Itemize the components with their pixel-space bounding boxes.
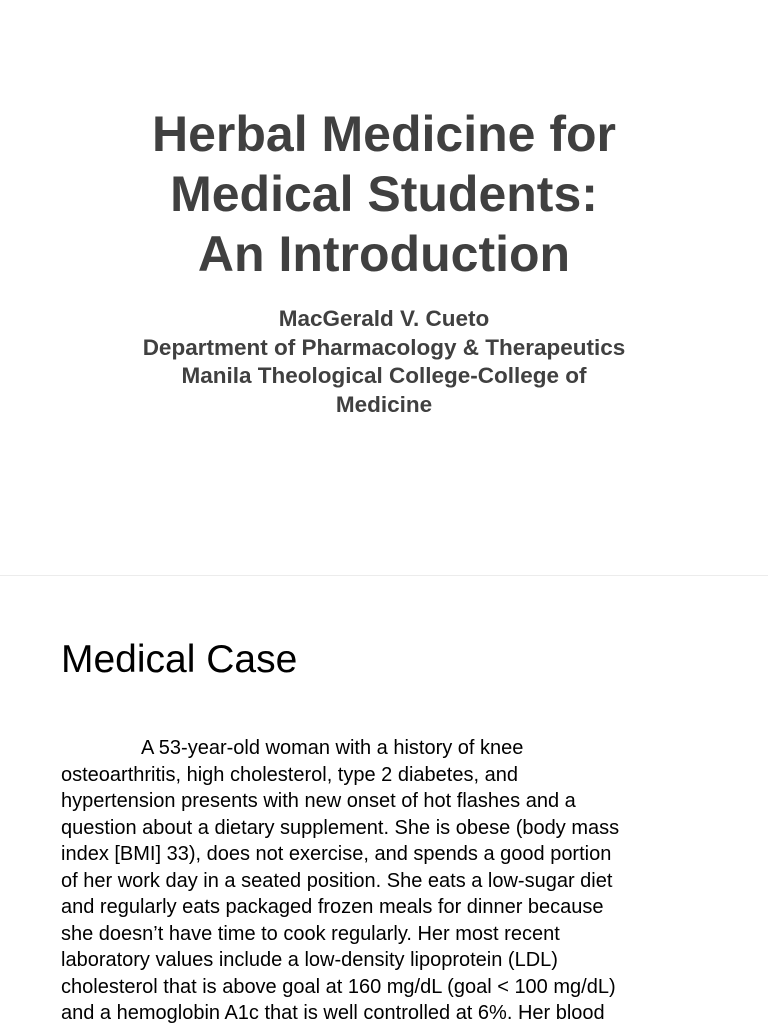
case-line: she doesn’t have time to cook regularly. Her most recent bbox=[61, 922, 560, 945]
case-line: hypertension presents with new onset of hot flashes and a bbox=[61, 790, 576, 812]
presentation-subtitle bbox=[40, 305, 728, 419]
title-line: An Introduction bbox=[197, 226, 571, 282]
case-line: cholesterol that is above goal at 160 mg/dL (goal < 100 mg/dL) bbox=[61, 975, 616, 998]
author-name: MacGerald V. Cueto bbox=[278, 306, 490, 331]
department-name: Department of Pharmacology & Therapeutics bbox=[142, 334, 626, 360]
case-line: index [BMI] 33), does not exercise, and spends a good portion bbox=[61, 843, 612, 865]
institution-line: Manila Theological College-College of bbox=[181, 363, 587, 388]
case-line: laboratory values include a low-density lipoprotein (LDL) bbox=[61, 949, 558, 971]
institution-line: Medicine bbox=[335, 391, 433, 417]
title-line: Herbal Medicine for bbox=[152, 106, 616, 162]
case-description bbox=[61, 735, 741, 1024]
case-line: and regularly eats packaged frozen meals for dinner because bbox=[61, 896, 604, 918]
slide-heading: Medical Case bbox=[61, 638, 298, 681]
medical-case-slide bbox=[0, 576, 768, 1024]
case-line: osteoarthritis, high cholesterol, type 2 diabetes, and bbox=[61, 763, 518, 786]
case-line: question about a dietary supplement. She is obese (body mass bbox=[61, 816, 620, 839]
case-line: A 53-year-old woman with a history of knee bbox=[141, 737, 524, 759]
case-line: of her work day in a seated position. She eats a low-sugar diet bbox=[61, 869, 613, 892]
presentation-title bbox=[40, 104, 728, 284]
title-line: Medical Students: bbox=[170, 166, 598, 222]
case-line: and a hemoglobin A1c that is well controlled at 6%. Her blood bbox=[61, 1002, 605, 1024]
